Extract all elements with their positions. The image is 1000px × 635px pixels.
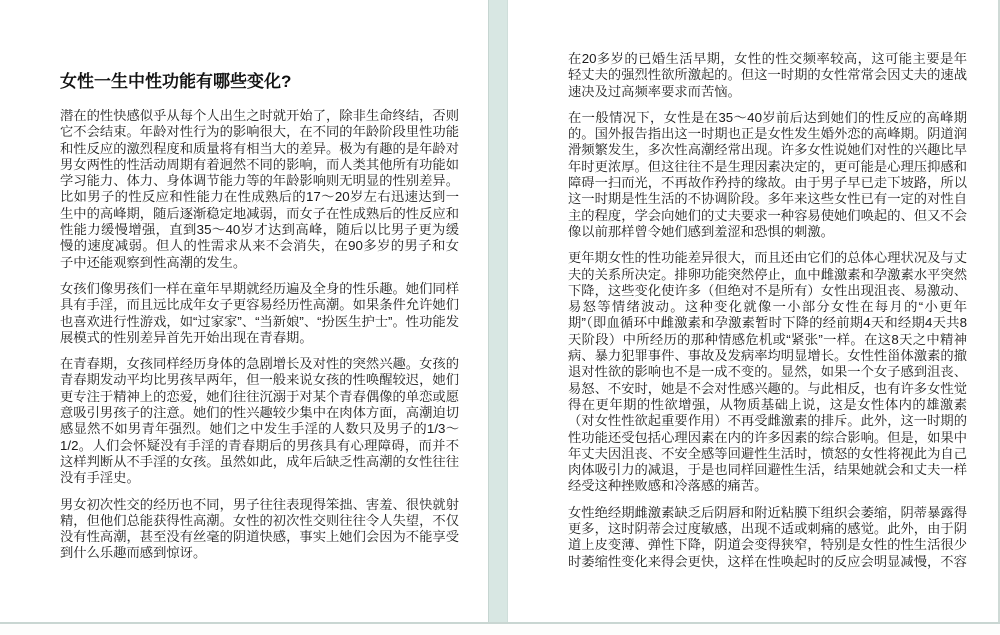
paragraph: 女孩们像男孩们一样在童年早期就经历遍及全身的性乐趣。她们同样具有手淫，而且远比成年女子更容易经历性高潮。如果条件允许她们也喜欢进行性游戏，如“过家家”、“当新娘”、“扮医生护士”。性功能发展模式的性别差异首先开始出现在青春期。 bbox=[60, 280, 459, 345]
paragraph: 在青春期，女孩同样经历身体的急剧增长及对性的突然兴趣。女孩的青春期发动平均比男孩早两年，但一般来说女孩的性唤醒较迟，她们更专注于精神上的恋爱，她们往往沉溺于对某个青春偶像的单恋或愿意吸引男孩子的注意。她们的性兴趣较少集中在肉体方面，高潮迫切感显然不如男青年强烈。她们之中发生手淫的人数只及男子的1/3～1/2。人们会怀疑没有手淫的青春期后的男孩具有心理障碍，而并不这样判断从不手淫的女孩。虽然如此，成年后缺乏性高潮的女性往往没有手淫史。 bbox=[60, 356, 459, 486]
page-right-content bbox=[568, 51, 967, 580]
paragraph: 潜在的性快感似乎从每个人出生之时就开始了，除非生命终结，否则它不会结束。年龄对性行为的影响很大，在不同的年龄阶段里性功能和性反应的激烈程度和质量将有相当大的差异。极为有趣的是年龄对男女两性的性活动周期有着迥然不同的影响，而人类其他所有功能如学习能力、体力、身体调节能力等的年龄影响则无明显的性别差异。比如男子的性反应和性能力在性成熟后的17～20岁左右迅速达到一生中的高峰期，随后逐渐稳定地减弱，而女子在性成熟后的性反应和性能力缓慢增强，直到35～40岁才达到高峰，随后以比男子更为缓慢的速度减弱。但人的性需求从来不会消失，在90多岁的男子和女子中还能观察到性高潮的发生。 bbox=[60, 108, 459, 270]
paragraph: 在一般情况下，女性是在35～40岁前后达到她们的性反应的高峰期的。国外报告指出这一时期也正是女性发生婚外恋的高峰期。阴道润滑频繁发生，多次性高潮经常出现。许多女性说她们对性的兴趣比早年时更浓厚。但这往往不是生理因素决定的，更可能是心理压抑感和障碍一扫而光，不再故作矜持的缘故。由于男子早已走下坡路，所以这一时期是性生活的不协调阶段。多年来这些女性已有一定的对性自主的程度，学会向她们的丈夫要求一种容易使她们唤起的、但又不会像以前那样曾令她们感到羞涩和恐惧的刺激。 bbox=[568, 109, 967, 239]
paragraph: 更年期女性的性功能差异很大，而且还由它们的总体心理状况及与丈夫的关系所决定。排卵功能突然停止，血中雌激素和孕激素水平突然下降，这些变化使许多（但绝对不是所有）女性出现沮丧、易激动、易怒等情绪波动。这种变化就像一小部分女性在每月的“小更年期”（即血循环中雌激素和孕激素暂时下降的经前期4天和经期4天共8天阶段）中所经历的那种情感危机或“紧张”一样。在这8天之中精神病、暴力犯罪事件、事故及发病率均明显增长。女性性甾体激素的撤退对性欲的影响也不是一成不变的。显然，如果一个女子感到沮丧、易怒、不安时，她是不会对性感兴趣的。与此相反，也有许多女性觉得在更年期的性欲增强，从物质基础上说，这是女性体内的雄激素（对女性性欲起重要作用）不再受雌激素的排斥。此外，这一时期的性功能还受包括心理因素在内的许多因素的综合影响。但是，如果中年丈夫因沮丧、不安全感等回避性生活时，愤怒的女性将视此为自己肉体吸引力的减退，于是也同样回避性生活，结果她就会和丈夫一样经受这种挫败感和冷落感的痛苦。 bbox=[568, 250, 967, 494]
page-left-content bbox=[60, 72, 459, 572]
paragraph: 女性绝经期雌激素缺乏后阴唇和附近粘膜下组织会萎缩，阴蒂暴露得更多，这时阴蒂会过度敏感，出现不适或刺痛的感觉。此外，由于阴道上皮变薄、弹性下降，阴道会变得狭窄，特别是女性的性生活很少时萎缩性变化来得会更快，这样在性唤起时的反应会明显减慢，不容 bbox=[568, 504, 967, 569]
paragraph: 在20多岁的已婚生活早期，女性的性交频率较高，这可能主要是年轻丈夫的强烈性欲所激起的。但这一时期的女性常常会因丈夫的速战速决及过高频率要求而苦恼。 bbox=[568, 51, 967, 99]
page-gutter bbox=[488, 0, 508, 622]
page-title: 女性一生中性功能有哪些变化? bbox=[60, 72, 292, 91]
page-bottom-edge bbox=[0, 622, 1000, 624]
paragraph: 男女初次性交的经历也不同，男子往往表现得笨拙、害羞、很快就射精，但他们总能获得性高潮。女性的初次性交则往往令人失望，不仅没有性高潮，甚至没有丝毫的阴道快感，事实上她们会因为不能享受到什么乐趣而感到惊讶。 bbox=[60, 496, 459, 561]
